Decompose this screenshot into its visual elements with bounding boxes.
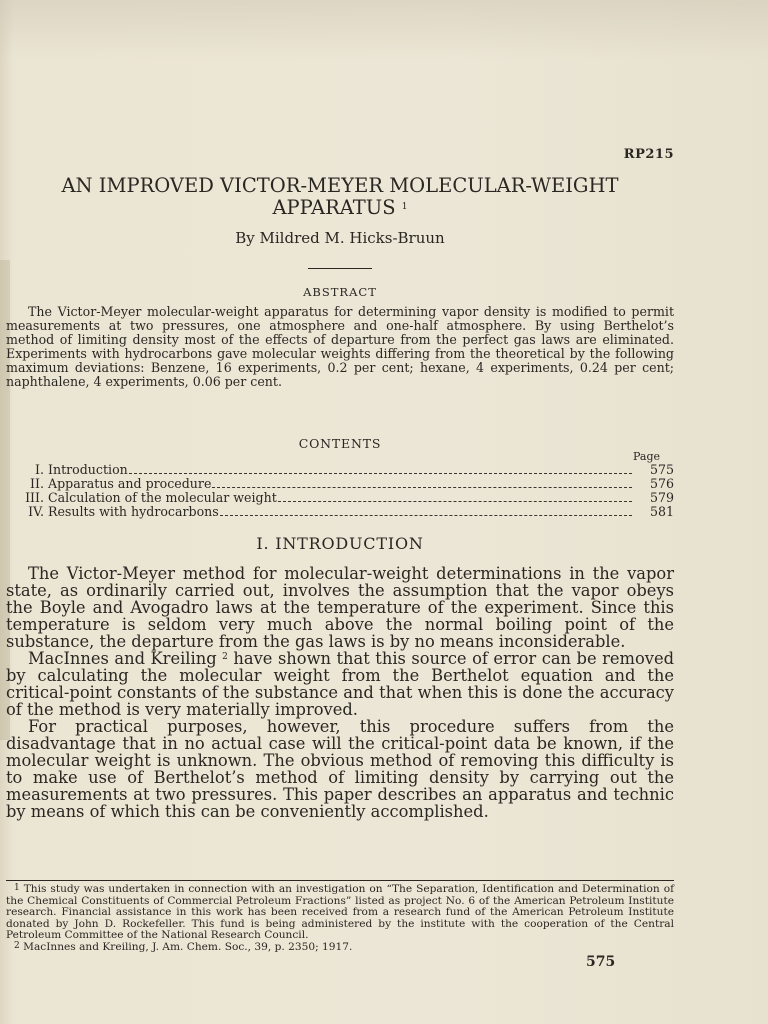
toc-label: Calculation of the molecular weight <box>48 490 277 505</box>
toc-number: IV. <box>28 504 44 519</box>
section-heading: I. INTRODUCTION <box>256 534 424 553</box>
author-line: By Mildred M. Hicks-Bruun <box>235 229 445 247</box>
toc-number: III. <box>25 490 44 505</box>
toc-page: 581 <box>649 504 674 519</box>
toc-item-calculation[interactable] <box>6 491 674 505</box>
footnote-2 <box>6 942 674 954</box>
footnotes <box>6 884 674 953</box>
title-divider <box>308 268 372 269</box>
toc-page: 575 <box>649 462 674 477</box>
toc-leader <box>129 464 632 474</box>
table-of-contents <box>6 463 674 519</box>
title-line-2: APPARATUS <box>272 196 396 219</box>
paragraph-3: For practical purposes, however, this procedure suffers from the disadvantage that in no actual case will the critical-point data be known, if the molecular weight is unknown. The obvious method of removing this difficulty is to make use of Berthelot’s method of limiting density by carrying out the measurements at two pressures. This paper describes an apparatus and technic by means of which this can be conveniently accomplished. <box>6 717 674 821</box>
contents-heading: CONTENTS <box>298 436 382 451</box>
footnote-1 <box>6 884 674 942</box>
page-shading <box>0 0 768 60</box>
footnote-text: This study was undertaken in connection with an investigation on “The Separation, Identification and Determination of the Chemical Constituents of Commercial Petroleum Fractions” listed as project No. 6 of the American Petroleum Institute research. Financial assistance in this work has been received from a research fund of the American Petroleum Institute donated by John D. Rockefeller. This fund is being administered by the institute with the cooperation of the Central Petroleum Committee of the National Research Council. <box>6 883 674 941</box>
toc-item-results[interactable] <box>6 505 674 519</box>
toc-item-introduction[interactable] <box>6 463 674 477</box>
footnote-text: MacInnes and Kreiling, J. Am. Chem. Soc., 39, p. 2350; 1917. <box>23 940 353 953</box>
title-line-1: AN IMPROVED VICTOR-MEYER MOLECULAR-WEIGHT <box>61 174 619 197</box>
toc-label: Introduction <box>48 462 128 477</box>
toc-page: 579 <box>649 490 674 505</box>
paragraph-2 <box>6 650 674 718</box>
toc-label: Apparatus and procedure <box>48 476 212 491</box>
footnote-ref-2[interactable]: 2 <box>222 652 228 662</box>
paragraph-2-lead: MacInnes and Kreiling <box>28 649 217 668</box>
toc-number: II. <box>30 476 44 491</box>
footnote-mark: 2 <box>14 940 20 951</box>
paragraph-1: The Victor-Meyer method for molecular-weight determinations in the vapor state, as ordinarily carried out, involves the assumption that the vapor obeys the Boyle and Avogadro laws at the temperature of the experiment. Since this temperature is seldom very much above the normal boiling point of the substance, the departure from the gas laws is by no means inconsiderable. <box>6 564 674 651</box>
toc-page: 576 <box>649 476 674 491</box>
page-number: 575 <box>586 954 616 970</box>
toc-leader <box>278 492 632 502</box>
toc-label: Results with hydrocarbons <box>48 504 219 519</box>
paper-title <box>0 175 680 219</box>
toc-number: I. <box>35 462 44 477</box>
toc-leader <box>220 506 632 516</box>
contents-page-label: Page <box>633 450 661 463</box>
paragraph-2-rest: have shown that this source of error can be removed by calculating the molecular weight from the Berthelot equation and the critical-point constants of the substance and that when this is done the accuracy of the method is very materially improved. <box>6 649 674 719</box>
section-body <box>6 565 674 820</box>
report-code: RP215 <box>623 147 674 162</box>
footnote-mark: 1 <box>14 883 20 893</box>
abstract-heading: ABSTRACT <box>303 285 377 299</box>
toc-item-apparatus[interactable] <box>6 477 674 491</box>
abstract-body: The Victor-Meyer molecular-weight apparatus for determining vapor density is modified to permit measurements at two pressures, one atmosphere and one-half atmosphere. By using Berthelot’s method of limiting density most of the effects of departure from the perfect gas laws are eliminated. Experiments with hydrocarbons gave molecular weights differing from the theoretical by the following maximum deviations: Benzene, 16 experiments, 0.2 per cent; hexane, 4 experiments, 0.24 per cent; naphthalene, 4 experiments, 0.06 per cent. <box>6 304 674 389</box>
toc-leader <box>212 478 632 488</box>
footnote-divider <box>6 880 674 881</box>
title-footnote-ref[interactable]: 1 <box>401 202 408 212</box>
abstract-text <box>6 305 674 389</box>
